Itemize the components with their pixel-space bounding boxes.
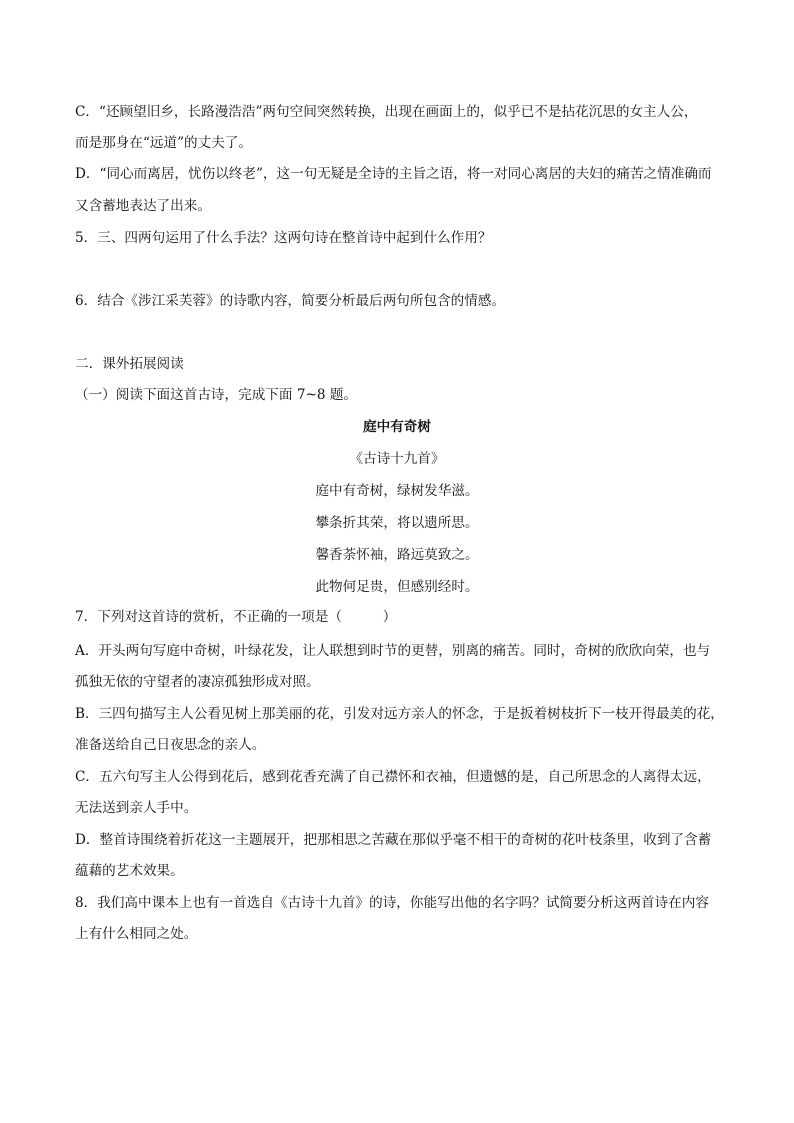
question-7-stem: 7．下列对这首诗的赏析，不正确的一项是（ ） [75, 609, 397, 625]
option-d-line-2: 又含蓄地表达了出来。 [75, 198, 211, 214]
poem-source: 《古诗十九首》 [349, 451, 445, 467]
poem-title: 庭中有奇树 [363, 419, 431, 435]
question-7-option-d-line-1: D．整首诗围绕着折花这一主题展开，把那相思之苦藏在那似乎毫不相干的奇树的花叶枝条里，收到了含蓄 [75, 832, 712, 848]
question-7-option-c-line-2: 无法送到亲人手中。 [75, 800, 198, 816]
question-7-option-a-line-2: 孤独无依的守望者的凄凉孤独形成对照。 [75, 674, 320, 690]
question-7-option-c-line-1: C．五六句写主人公得到花后，感到花香充满了自己襟怀和衣袖，但遗憾的是，自己所思念的人离得太远， [75, 769, 711, 785]
question-8-line-2: 上有什么相同之处。 [75, 926, 198, 942]
section-2-subheading: （一）阅读下面这首古诗，完成下面 7~8 题。 [75, 387, 358, 403]
question-7-option-b-line-2: 准备送给自己日夜思念的亲人。 [75, 737, 266, 753]
poem-line-4: 此物何足贵，但感别经时。 [315, 579, 479, 595]
poem-line-2: 攀条折其荣，将以遗所思。 [315, 515, 479, 531]
option-c-line-1: C．“还顾望旧乡，长路漫浩浩”两句空间突然转换，出现在画面上的，似乎已不是拈花沉思的女主人公， [75, 104, 698, 120]
option-d-line-1: D．“同心而离居，忧伤以终老”，这一句无疑是全诗的主旨之语，将一对同心离居的夫妇的痛苦之情准确而 [75, 166, 712, 182]
question-8-line-1: 8．我们高中课本上也有一首选自《古诗十九首》的诗，你能写出他的名字吗？试简要分析这两首诗在内容 [75, 895, 709, 911]
option-c-line-2: 而是那身在“远道”的丈夫了。 [75, 135, 253, 151]
poem-line-3: 馨香荼怀袖，路远莫致之。 [315, 547, 479, 563]
question-5: 5．三、四两句运用了什么手法？这两句诗在整首诗中起到什么作用？ [75, 230, 492, 246]
section-2-heading: 二．课外拓展阅读 [75, 356, 184, 372]
question-7-option-a-line-1: A．开头两句写庭中奇树，叶绿花发，让人联想到时节的更替，别离的痛苦。同时，奇树的欣欣向荣，也与 [75, 643, 711, 659]
poem-line-1: 庭中有奇树，绿树发华滋。 [315, 483, 479, 499]
question-7-option-d-line-2: 蕴藉的艺术效果。 [75, 863, 184, 879]
question-7-option-b-line-1: B．三四句描写主人公看见树上那美丽的花，引发对远方亲人的怀念，于是扳着树枝折下一枝开得最美的花， [75, 706, 724, 722]
question-6: 6．结合《涉江采芙蓉》的诗歌内容，简要分析最后两句所包含的情感。 [75, 293, 506, 309]
